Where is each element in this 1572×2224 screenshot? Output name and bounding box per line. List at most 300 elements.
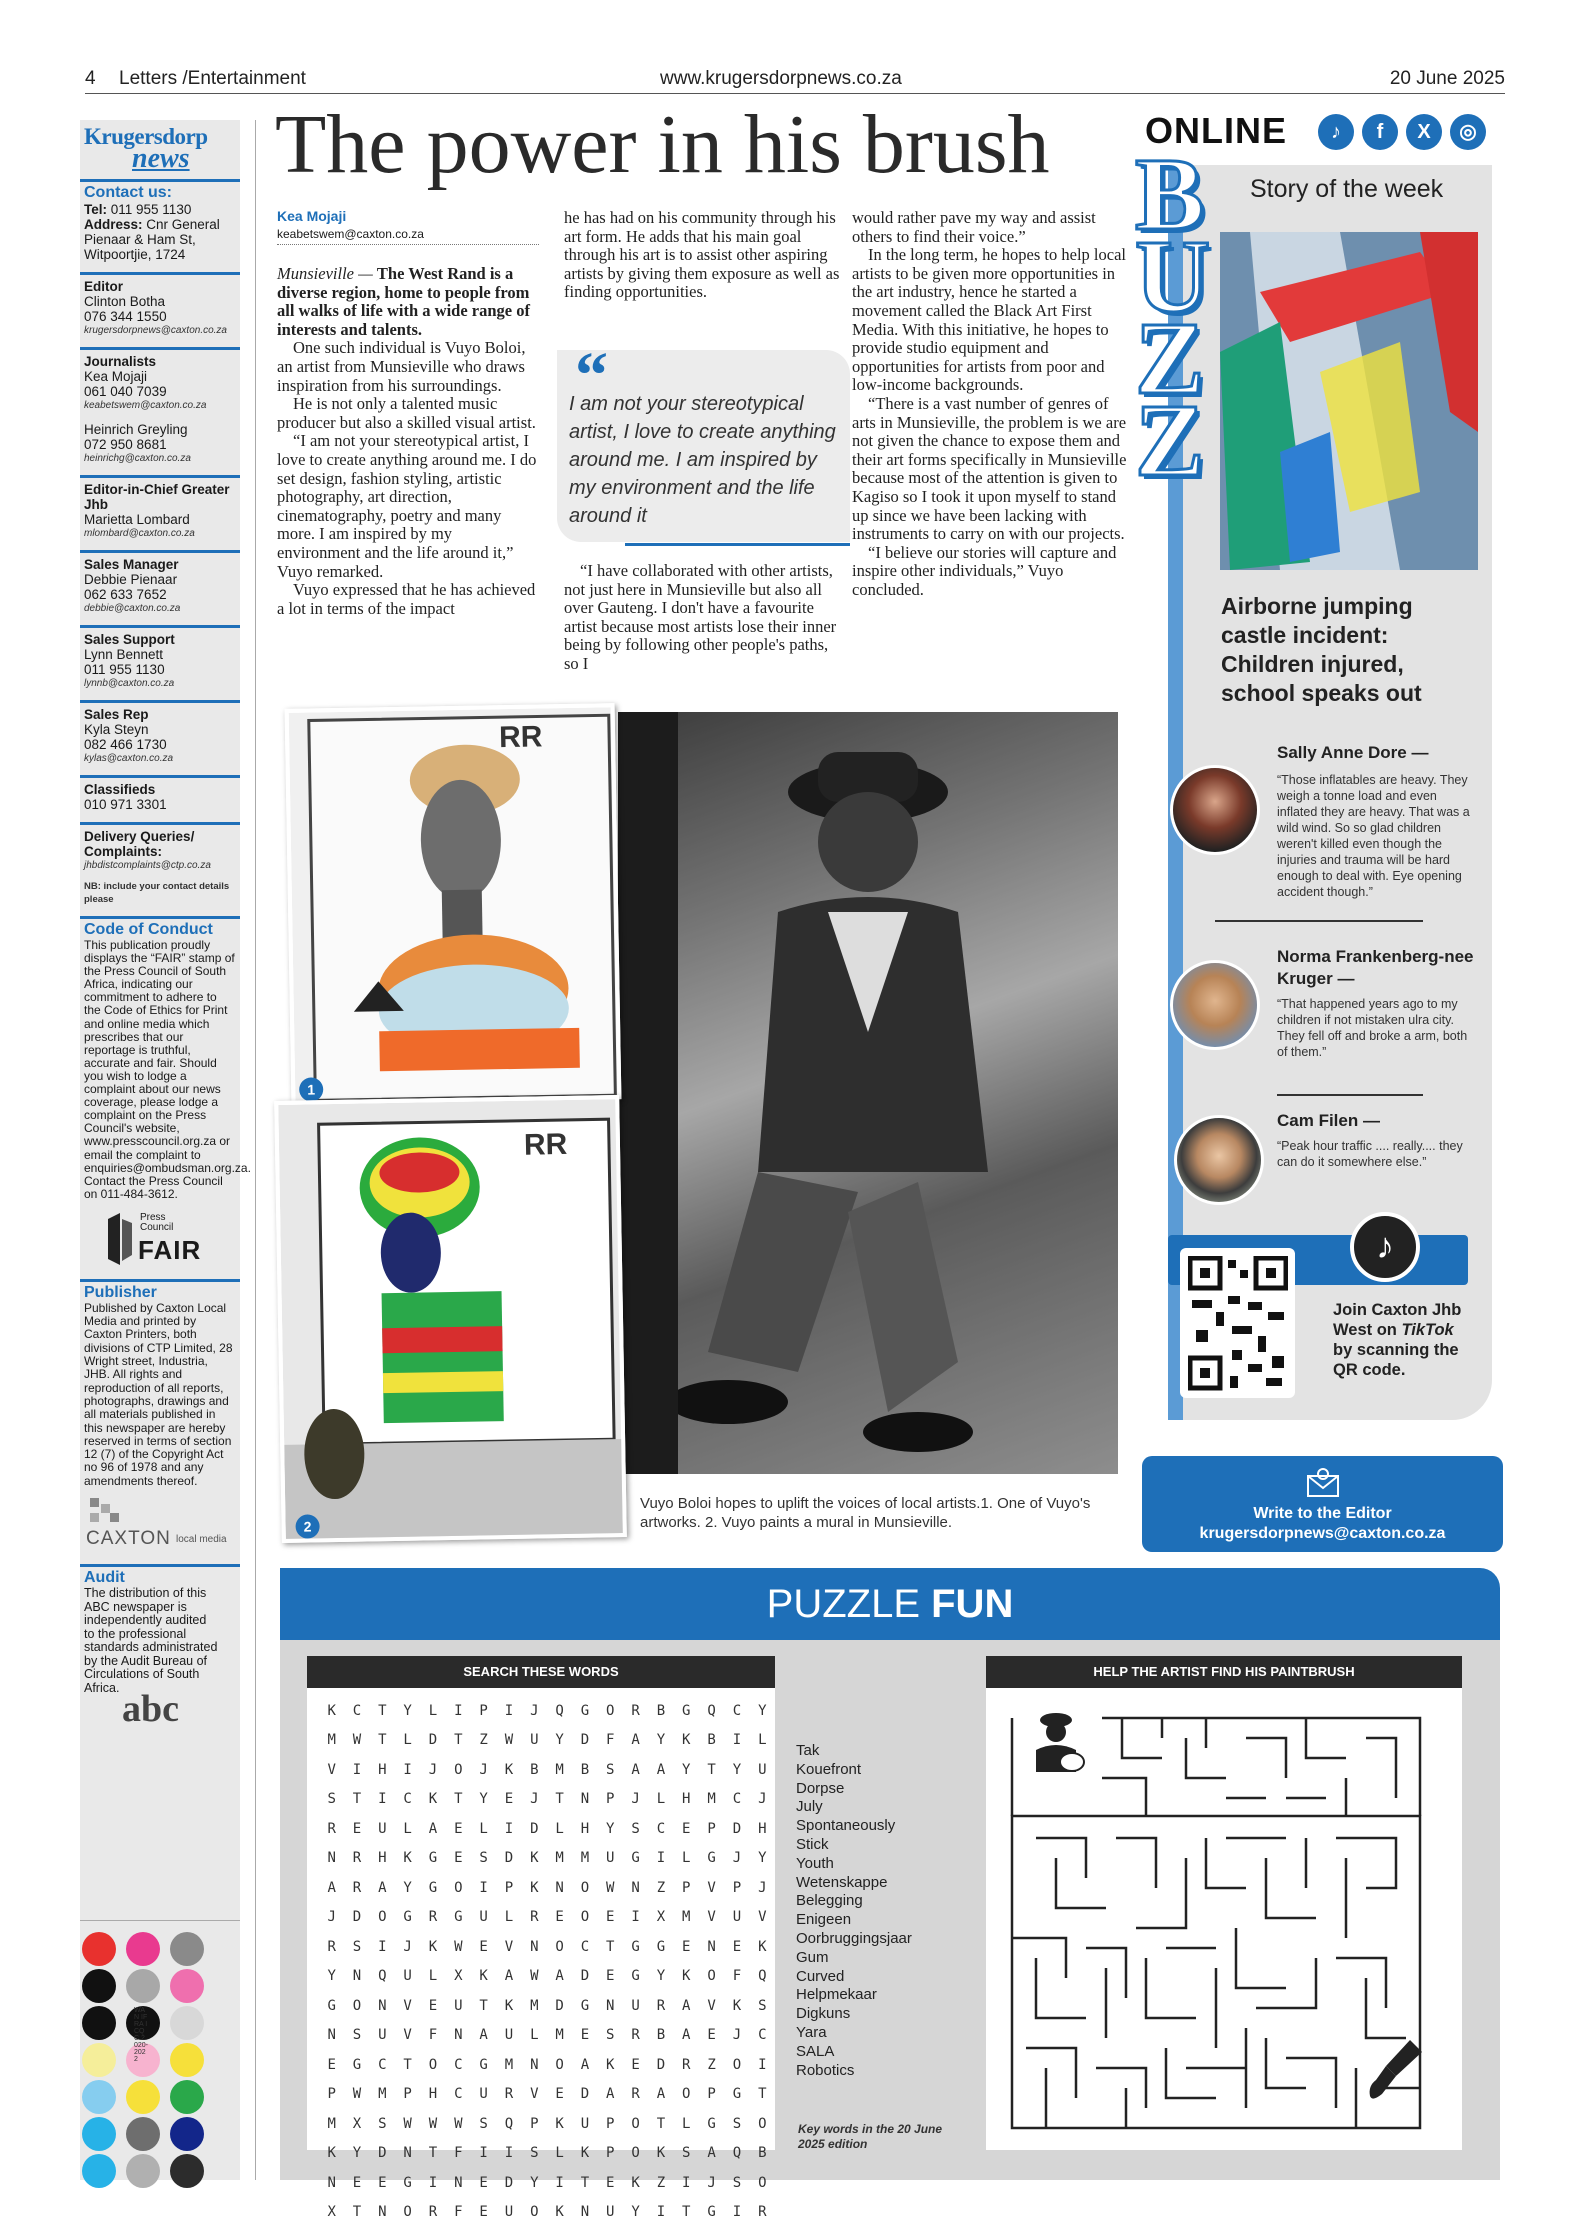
grid-cell[interactable]: W [454,1938,463,1955]
grid-cell[interactable]: V [327,1761,336,1778]
grid-cell[interactable]: E [606,1909,615,1926]
grid-cell[interactable]: C [352,1702,362,1719]
grid-cell[interactable]: Y [631,2204,640,2221]
grid-cell[interactable]: U [403,1968,412,1985]
grid-cell[interactable]: W [454,2115,463,2132]
grid-cell[interactable]: X [327,2204,336,2221]
grid-cell[interactable]: D [732,1820,742,1837]
grid-cell[interactable]: T [479,1997,488,2014]
grid-cell[interactable]: K [504,1761,514,1778]
grid-cell[interactable]: K [403,1850,412,1867]
grid-cell[interactable]: D [530,1820,539,1837]
grid-cell[interactable]: S [378,2115,387,2132]
grid-cell[interactable]: Y [732,1761,742,1778]
grid-cell[interactable]: V [707,1879,716,1896]
grid-cell[interactable]: W [428,2115,438,2132]
grid-cell[interactable]: J [530,1791,539,1808]
grid-cell[interactable]: I [758,2056,767,2073]
grid-cell[interactable]: P [682,1879,691,1896]
tiktok-icon[interactable]: ♪ [1318,114,1354,150]
grid-cell[interactable]: T [555,1791,564,1808]
grid-cell[interactable]: T [758,2086,767,2103]
grid-cell[interactable]: E [682,1820,691,1837]
grid-cell[interactable]: A [479,2027,488,2044]
grid-cell[interactable]: K [530,1850,539,1867]
grid-cell[interactable]: I [504,1702,514,1719]
grid-cell[interactable]: P [327,2086,336,2103]
grid-cell[interactable]: N [606,1997,615,2014]
grid-cell[interactable]: Y [479,1791,488,1808]
grid-cell[interactable]: R [631,1702,640,1719]
grid-cell[interactable]: E [479,1938,488,1955]
grid-cell[interactable]: C [732,1791,742,1808]
grid-cell[interactable]: W [352,2086,362,2103]
grid-cell[interactable]: A [656,1761,666,1778]
grid-cell[interactable]: Y [758,1702,767,1719]
grid-cell[interactable]: V [504,1938,514,1955]
grid-cell[interactable]: M [682,1909,691,1926]
grid-cell[interactable]: K [555,2204,564,2221]
grid-cell[interactable]: Z [707,2056,716,2073]
grid-cell[interactable]: X [352,2115,362,2132]
grid-cell[interactable]: A [504,1968,514,1985]
grid-cell[interactable]: N [580,1791,590,1808]
grid-cell[interactable]: U [479,1909,488,1926]
grid-cell[interactable]: E [428,1997,438,2014]
grid-cell[interactable]: M [327,1732,336,1749]
grid-cell[interactable]: L [403,1732,412,1749]
grid-cell[interactable]: I [479,1879,488,1896]
grid-cell[interactable]: Z [656,1879,666,1896]
grid-cell[interactable]: D [555,1997,564,2014]
grid-cell[interactable]: D [504,2174,514,2191]
grid-cell[interactable]: Y [606,1820,615,1837]
grid-cell[interactable]: M [555,1850,564,1867]
grid-cell[interactable]: P [403,2086,412,2103]
grid-cell[interactable]: S [327,1791,336,1808]
x-icon[interactable]: X [1406,114,1442,150]
grid-cell[interactable]: C [403,1791,412,1808]
grid-cell[interactable]: G [403,2174,412,2191]
grid-cell[interactable]: S [758,1997,767,2014]
grid-cell[interactable]: H [378,1761,387,1778]
grid-cell[interactable]: J [530,1702,539,1719]
staff-email[interactable]: debbie@caxton.co.za [84,603,181,614]
grid-cell[interactable]: B [758,2145,767,2162]
grid-cell[interactable]: D [580,1732,590,1749]
site-url[interactable]: www.krugersdorpnews.co.za [660,68,902,89]
grid-cell[interactable]: E [555,1909,564,1926]
grid-cell[interactable]: P [707,2086,716,2103]
grid-cell[interactable]: L [758,1732,767,1749]
grid-cell[interactable]: E [454,1850,463,1867]
grid-cell[interactable]: Q [504,2115,514,2132]
grid-cell[interactable]: S [631,1820,640,1837]
grid-cell[interactable]: O [606,1702,615,1719]
grid-cell[interactable]: G [707,2204,716,2221]
grid-cell[interactable]: V [403,1997,412,2014]
grid-cell[interactable]: G [428,1850,438,1867]
grid-cell[interactable]: K [580,2145,590,2162]
grid-cell[interactable]: Q [378,1968,387,1985]
grid-cell[interactable]: T [656,2115,666,2132]
grid-cell[interactable]: F [732,1968,742,1985]
grid-cell[interactable]: C [454,2056,463,2073]
grid-cell[interactable]: I [479,2145,488,2162]
grid-cell[interactable]: N [631,1879,640,1896]
grid-cell[interactable]: I [504,2145,514,2162]
grid-cell[interactable]: G [631,1850,640,1867]
grid-cell[interactable]: D [352,1909,362,1926]
grid-cell[interactable]: L [555,2145,564,2162]
grid-cell[interactable]: H [378,1850,387,1867]
grid-cell[interactable]: T [707,1761,716,1778]
write-to-editor-box[interactable] [1142,1456,1503,1552]
grid-cell[interactable]: Y [403,1879,412,1896]
grid-cell[interactable]: U [606,2204,615,2221]
grid-cell[interactable]: I [631,1909,640,1926]
grid-cell[interactable]: G [732,2086,742,2103]
grid-cell[interactable]: F [428,2027,438,2044]
grid-cell[interactable]: G [403,1909,412,1926]
grid-cell[interactable]: T [606,1938,615,1955]
grid-cell[interactable]: W [504,1732,514,1749]
story-photo[interactable] [1220,232,1478,570]
grid-cell[interactable]: F [454,2145,463,2162]
grid-cell[interactable]: A [656,2086,666,2103]
grid-cell[interactable]: U [378,2027,387,2044]
grid-cell[interactable]: S [606,2027,615,2044]
grid-cell[interactable]: R [758,2204,767,2221]
grid-cell[interactable]: U [504,2204,514,2221]
grid-cell[interactable]: E [606,2174,615,2191]
grid-cell[interactable]: G [631,1938,640,1955]
grid-cell[interactable]: K [327,1702,336,1719]
grid-cell[interactable]: D [656,2056,666,2073]
grid-cell[interactable]: O [682,2086,691,2103]
grid-cell[interactable]: Y [530,2174,539,2191]
grid-cell[interactable]: M [378,2086,387,2103]
grid-cell[interactable]: J [758,1879,767,1896]
grid-cell[interactable]: N [352,1968,362,1985]
grid-cell[interactable]: E [732,1938,742,1955]
grid-cell[interactable]: E [479,2174,488,2191]
grid-cell[interactable]: X [656,1909,666,1926]
grid-cell[interactable]: O [530,2204,539,2221]
grid-cell[interactable]: J [428,1761,438,1778]
staff-email[interactable]: krugersdorpnews@caxton.co.za [84,325,227,336]
grid-cell[interactable]: N [403,2145,412,2162]
editor-box-email[interactable]: krugersdorpnews@caxton.co.za [1199,1525,1446,1542]
grid-cell[interactable]: E [707,2027,716,2044]
grid-cell[interactable]: O [454,1761,463,1778]
grid-cell[interactable]: G [707,2115,716,2132]
facebook-icon[interactable]: f [1362,114,1398,150]
staff-email[interactable]: jhbdistcomplaints@ctp.co.za [84,860,211,871]
grid-cell[interactable]: J [732,2027,742,2044]
grid-cell[interactable]: R [352,1850,362,1867]
grid-cell[interactable]: K [606,2056,615,2073]
grid-cell[interactable]: O [403,2204,412,2221]
grid-cell[interactable]: N [327,2174,336,2191]
grid-cell[interactable]: O [378,1909,387,1926]
grid-cell[interactable]: S [479,2115,488,2132]
grid-cell[interactable]: J [631,1791,640,1808]
grid-cell[interactable]: E [352,1820,362,1837]
grid-cell[interactable]: U [606,1850,615,1867]
grid-cell[interactable]: R [428,2204,438,2221]
grid-cell[interactable]: N [580,2204,590,2221]
grid-cell[interactable]: U [631,1997,640,2014]
grid-cell[interactable]: P [504,1879,514,1896]
grid-cell[interactable]: S [732,2115,742,2132]
grid-cell[interactable]: D [580,1968,590,1985]
grid-cell[interactable]: E [580,2027,590,2044]
grid-cell[interactable]: R [352,1879,362,1896]
grid-cell[interactable]: R [682,2056,691,2073]
grid-cell[interactable]: K [555,2115,564,2132]
grid-cell[interactable]: D [504,1850,514,1867]
grid-cell[interactable]: E [555,2086,564,2103]
grid-cell[interactable]: A [631,1732,640,1749]
grid-cell[interactable]: O [454,1879,463,1896]
grid-cell[interactable]: J [707,2174,716,2191]
grid-cell[interactable]: H [758,1820,767,1837]
grid-cell[interactable]: G [352,2056,362,2073]
grid-cell[interactable]: I [428,2174,438,2191]
staff-email[interactable]: keabetswem@caxton.co.za [84,400,207,411]
grid-cell[interactable]: N [454,2027,463,2044]
grid-cell[interactable]: C [758,2027,767,2044]
qr-code[interactable] [1180,1248,1295,1398]
grid-cell[interactable]: O [707,1968,716,1985]
grid-cell[interactable]: T [454,1732,463,1749]
grid-cell[interactable]: G [454,1909,463,1926]
grid-cell[interactable]: P [606,1791,615,1808]
grid-cell[interactable]: T [403,2056,412,2073]
grid-cell[interactable]: H [580,1820,590,1837]
grid-cell[interactable]: R [504,2086,514,2103]
grid-cell[interactable]: U [732,1909,742,1926]
grid-cell[interactable]: V [758,1909,767,1926]
grid-cell[interactable]: G [428,1879,438,1896]
grid-cell[interactable]: E [327,2056,336,2073]
grid-cell[interactable]: K [758,1938,767,1955]
grid-cell[interactable]: C [656,1820,666,1837]
grid-cell[interactable]: H [428,2086,438,2103]
grid-cell[interactable]: C [378,2056,387,2073]
grid-cell[interactable]: M [530,1997,539,2014]
grid-cell[interactable]: S [479,1850,488,1867]
grid-cell[interactable]: M [327,2115,336,2132]
grid-cell[interactable]: N [707,1938,716,1955]
grid-cell[interactable]: C [580,1938,590,1955]
grid-cell[interactable]: L [682,1850,691,1867]
grid-cell[interactable]: P [707,1820,716,1837]
word-search-grid[interactable] [319,1696,775,2224]
grid-cell[interactable]: W [352,1732,362,1749]
grid-cell[interactable]: J [758,1791,767,1808]
grid-cell[interactable]: K [732,1997,742,2014]
grid-cell[interactable]: R [631,2027,640,2044]
grid-cell[interactable]: O [732,2056,742,2073]
grid-cell[interactable]: B [656,1702,666,1719]
grid-cell[interactable]: R [327,1820,336,1837]
grid-cell[interactable]: P [732,1879,742,1896]
grid-cell[interactable]: E [378,2174,387,2191]
grid-cell[interactable]: E [479,2204,488,2221]
grid-cell[interactable]: G [580,1997,590,2014]
grid-cell[interactable]: V [530,2086,539,2103]
grid-cell[interactable]: N [530,1938,539,1955]
grid-cell[interactable]: U [580,2115,590,2132]
grid-cell[interactable]: E [504,1791,514,1808]
grid-cell[interactable]: L [656,1791,666,1808]
grid-cell[interactable]: O [555,1938,564,1955]
grid-cell[interactable]: O [631,2115,640,2132]
grid-cell[interactable]: K [631,2174,640,2191]
grid-cell[interactable]: V [403,2027,412,2044]
grid-cell[interactable]: R [428,1909,438,1926]
grid-cell[interactable]: B [656,2027,666,2044]
grid-cell[interactable]: L [504,1909,514,1926]
grid-cell[interactable]: N [327,2027,336,2044]
grid-cell[interactable]: T [682,2204,691,2221]
grid-cell[interactable]: S [732,2174,742,2191]
grid-cell[interactable]: Y [352,2145,362,2162]
grid-cell[interactable]: Q [707,1702,716,1719]
grid-cell[interactable]: U [479,2086,488,2103]
grid-cell[interactable]: C [454,2086,463,2103]
grid-cell[interactable]: I [403,1761,412,1778]
grid-cell[interactable]: E [454,1820,463,1837]
grid-cell[interactable]: U [758,1761,767,1778]
grid-cell[interactable]: K [682,1968,691,1985]
grid-cell[interactable]: E [352,2174,362,2191]
grid-cell[interactable]: G [327,1997,336,2014]
grid-cell[interactable]: Q [555,1702,564,1719]
grid-cell[interactable]: I [454,1702,463,1719]
grid-cell[interactable]: Y [656,1968,666,1985]
grid-cell[interactable]: K [327,2145,336,2162]
grid-cell[interactable]: E [606,1968,615,1985]
grid-cell[interactable]: K [656,2145,666,2162]
grid-cell[interactable]: I [504,1820,514,1837]
grid-cell[interactable]: I [555,2174,564,2191]
grid-cell[interactable]: I [378,1791,387,1808]
grid-cell[interactable]: A [428,1820,438,1837]
grid-cell[interactable]: J [327,1909,336,1926]
grid-cell[interactable]: S [352,2027,362,2044]
story-headline[interactable]: Airborne jumping castle incident: Children injured, school speaks out [1221,593,1422,706]
grid-cell[interactable]: R [530,1909,539,1926]
grid-cell[interactable]: A [682,2027,691,2044]
grid-cell[interactable]: I [682,2174,691,2191]
grid-cell[interactable]: I [732,2204,742,2221]
grid-cell[interactable]: O [555,2056,564,2073]
grid-cell[interactable]: B [580,1761,590,1778]
grid-cell[interactable]: Q [732,2145,742,2162]
grid-cell[interactable]: N [530,2056,539,2073]
grid-cell[interactable]: B [530,1761,539,1778]
grid-cell[interactable]: Y [758,1850,767,1867]
grid-cell[interactable]: L [403,1820,412,1837]
grid-cell[interactable]: L [428,1702,438,1719]
grid-cell[interactable]: L [428,1968,438,1985]
grid-cell[interactable]: V [707,1909,716,1926]
grid-cell[interactable]: A [378,1879,387,1896]
grid-cell[interactable]: M [580,1850,590,1867]
grid-cell[interactable]: Y [327,1968,336,1985]
grid-cell[interactable]: T [454,1791,463,1808]
grid-cell[interactable]: G [580,1702,590,1719]
grid-cell[interactable]: M [504,2056,514,2073]
grid-cell[interactable]: R [327,1938,336,1955]
grid-cell[interactable]: K [504,1997,514,2014]
staff-email[interactable]: heinrichg@caxton.co.za [84,453,191,464]
grid-cell[interactable]: O [631,2145,640,2162]
grid-cell[interactable]: G [682,1702,691,1719]
grid-cell[interactable]: A [555,1968,564,1985]
grid-cell[interactable]: T [352,1791,362,1808]
grid-cell[interactable]: T [378,1732,387,1749]
grid-cell[interactable]: I [732,1732,742,1749]
grid-cell[interactable]: P [606,2145,615,2162]
grid-cell[interactable]: Z [479,1732,488,1749]
grid-cell[interactable]: L [479,1820,488,1837]
grid-cell[interactable]: Y [656,1732,666,1749]
grid-cell[interactable]: W [403,2115,412,2132]
grid-cell[interactable]: P [479,1702,488,1719]
grid-cell[interactable]: A [631,1761,640,1778]
grid-cell[interactable]: M [555,2027,564,2044]
grid-cell[interactable]: T [352,2204,362,2221]
grid-cell[interactable]: K [479,1968,488,1985]
grid-cell[interactable]: A [327,1879,336,1896]
grid-cell[interactable]: P [530,2115,539,2132]
grid-cell[interactable]: I [656,2204,666,2221]
grid-cell[interactable]: N [327,1850,336,1867]
grid-cell[interactable]: D [428,1732,438,1749]
grid-cell[interactable]: Y [555,1732,564,1749]
grid-cell[interactable]: J [479,1761,488,1778]
grid-cell[interactable]: A [682,1997,691,2014]
grid-cell[interactable]: A [606,2086,615,2103]
grid-cell[interactable]: B [707,1732,716,1749]
grid-cell[interactable]: R [656,1997,666,2014]
grid-cell[interactable]: J [403,1938,412,1955]
grid-cell[interactable]: T [580,2174,590,2191]
grid-cell[interactable]: N [378,1997,387,2014]
grid-cell[interactable]: Y [403,1702,412,1719]
grid-cell[interactable]: G [479,2056,488,2073]
grid-cell[interactable]: U [454,1997,463,2014]
grid-cell[interactable]: N [454,2174,463,2191]
grid-cell[interactable]: F [606,1732,615,1749]
grid-cell[interactable]: I [656,1850,666,1867]
grid-cell[interactable]: L [530,2027,539,2044]
grid-cell[interactable]: C [732,1702,742,1719]
instagram-icon[interactable]: ◎ [1450,114,1486,150]
grid-cell[interactable]: K [428,1938,438,1955]
grid-cell[interactable]: P [606,2115,615,2132]
grid-cell[interactable]: W [530,1968,539,1985]
grid-cell[interactable]: N [378,2204,387,2221]
grid-cell[interactable]: G [656,1938,666,1955]
grid-cell[interactable]: G [631,1968,640,1985]
grid-cell[interactable]: H [682,1791,691,1808]
grid-cell[interactable]: K [682,1732,691,1749]
